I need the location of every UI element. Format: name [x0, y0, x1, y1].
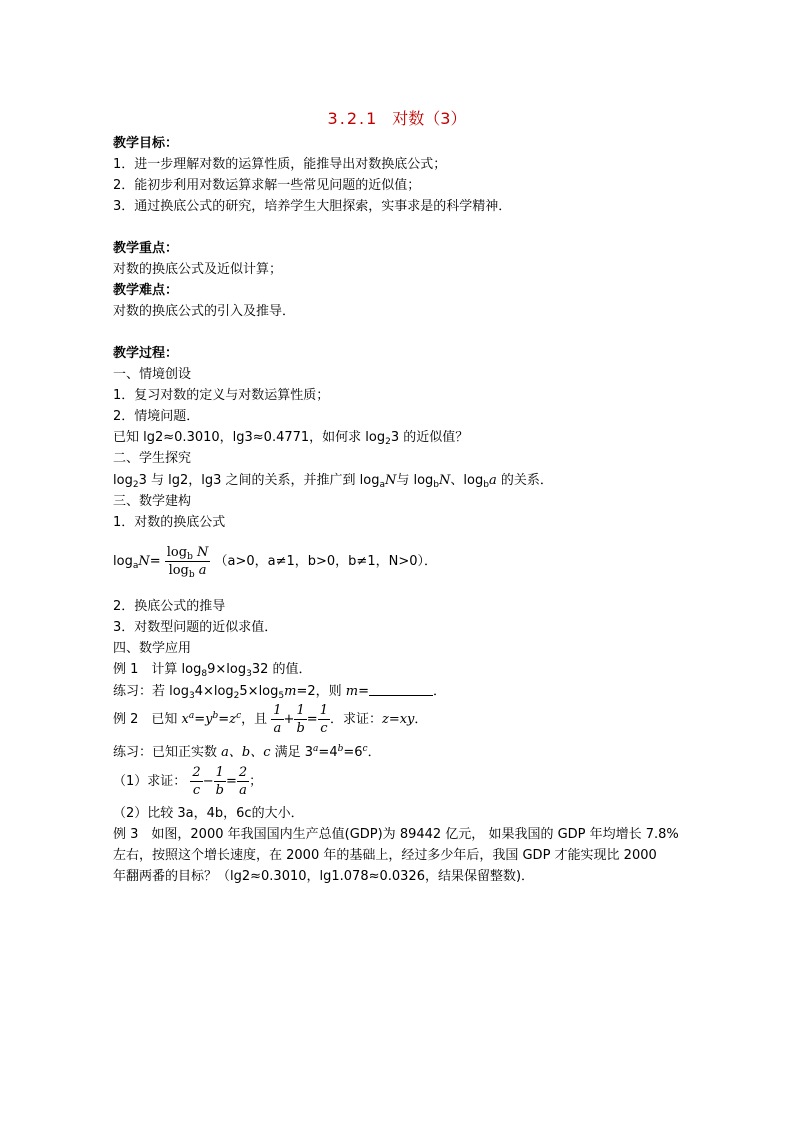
example-2: 例 2 已知 $x^a=y^b=z^c$，且 $\frac{1}{a}$ + $\frac{1}{b}$ = $\frac{1}{c}$ ．求证：z=xy． — [113, 703, 428, 736]
answer-blank — [369, 683, 433, 696]
goals-heading: 教学目标： — [113, 136, 179, 151]
section-number: 3.2.1 — [327, 109, 379, 128]
process-step: 1．对数的换底公式 — [113, 515, 226, 530]
example-3-line: 例 3 如图，2000 年我国国内生产总值(GDP)为 89442 亿元， 如果我国的 GDP 年均增长 7.8% — [113, 827, 679, 842]
formula-fraction: $\frac{\log_b N}{\log_b a}$ — [166, 545, 209, 580]
goal-item: 1．进一步理解对数的运算性质，能推导出对数换底公式； — [113, 157, 447, 172]
section-title: 对数（3） — [392, 109, 467, 128]
process-step: 1．复习对数的定义与对数运算性质； — [113, 388, 330, 403]
process-step: 3．对数型问题的近似求值． — [113, 620, 278, 635]
section-heading: 一、情境创设 — [113, 367, 192, 382]
goal-item: 2．能初步利用对数运算求解一些常见问题的近似值； — [113, 178, 421, 193]
goal-item: 3．通过换底公式的研究，培养学生大胆探索，实事求是的科学精神． — [113, 199, 512, 214]
process-step: 2．换底公式的推导 — [113, 599, 226, 614]
change-of-base-formula: $\log_aN=$ $\frac{\log_b N}{\log_b a}$ （a>0，a≠1，b>0，b≠1，N>0）． — [113, 545, 437, 580]
practice-2-part-1: （1）求证： $\frac{2}{c}$ − $\frac{1}{b}$ = $\frac{2}{a}$ ； — [113, 765, 263, 798]
section-heading: 四、数学应用 — [113, 641, 192, 656]
practice-2: 练习：已知正实数 a、b、c 满足 $3^a=4^b=6^c$． — [113, 744, 381, 760]
section-heading: 三、数学建构 — [113, 494, 192, 509]
exploration-text: $\log_23$ 与 lg2，lg3 之间的关系，并推广到 $\log_aN$与 $\log_bN$、$\log_ba$ 的关系． — [113, 473, 553, 490]
section-heading: 二、学生探究 — [113, 451, 192, 466]
process-step: 2．情境问题． — [113, 409, 200, 424]
example-3-line: 年翻两番的目标？（lg2≈0.3010，lg1.078≈0.0326，结果保留整数)． — [113, 869, 535, 884]
page-title — [0, 106, 794, 129]
example-1: 例 1 计算 $\log_89\times\log_332$ 的值． — [113, 662, 312, 679]
practice-1: 练习：若 $\log_34\times\log_25\times\log_5m=2$，则 m= ． — [113, 684, 446, 701]
situation-question: 已知 lg2≈0.3010，lg3≈0.4771，如何求 $\log_23$ 的近似值？ — [113, 430, 469, 447]
difficulty-text: 对数的换底公式的引入及推导． — [113, 304, 296, 319]
process-heading: 教学过程： — [113, 346, 179, 361]
key-point-heading: 教学重点： — [113, 241, 179, 256]
practice-2-part-2: （2）比较 3a，4b，6c的大小． — [113, 806, 304, 821]
example-3-line: 左右，按照这个增长速度，在 2000 年的基础上，经过多少年后，我国 GDP 才能实现比 2000 — [113, 848, 657, 863]
key-point-text: 对数的换底公式及近似计算； — [113, 262, 283, 277]
difficulty-heading: 教学难点： — [113, 283, 179, 298]
